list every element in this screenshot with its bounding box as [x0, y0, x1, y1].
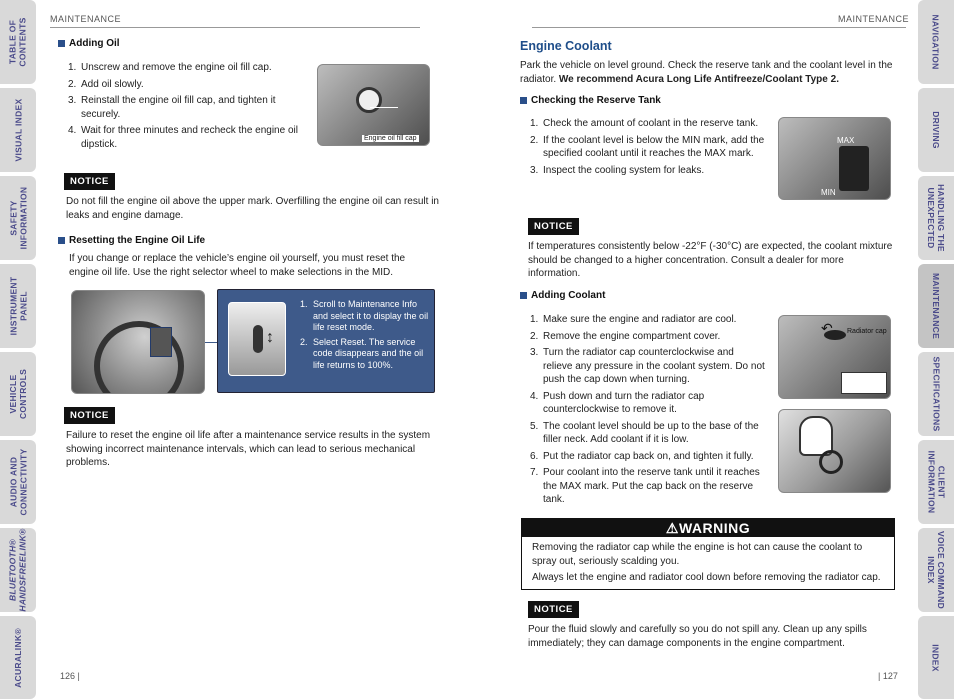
reserve-tank-image [778, 117, 891, 200]
notice-text: Do not fill the engine oil above the upper mark. Overfilling the engine oil can result in leaks and engine damage. [66, 196, 439, 221]
page-header: MAINTENANCE [838, 14, 910, 24]
notice-badge: NOTICE [64, 173, 115, 190]
warning-box [521, 518, 895, 590]
tab-audio-connectivity[interactable]: AUDIO AND CONNECTIVITY [0, 440, 36, 524]
scroll-arrows-icon: ↕ [266, 329, 274, 346]
image-caption: Radiator cap [847, 328, 887, 335]
tab-bluetooth-handsfreelink[interactable]: BLUETOOTH® HANDSFREELINK® [0, 528, 36, 612]
list-item: 1. Check the amount of coolant in the reserve tank. [530, 118, 759, 129]
tab-table-of-contents[interactable]: TABLE OF CONTENTS [0, 0, 36, 84]
list-item: 3. Inspect the cooling system for leaks. [530, 164, 705, 176]
list-item: 1. Unscrew and remove the engine oil fill cap. [68, 62, 272, 73]
cap-detail-inset [841, 372, 887, 394]
list-item: 4. Wait for three minutes and recheck the engine oil dipstick. [68, 125, 298, 150]
notice-badge: NOTICE [528, 601, 579, 618]
resetting-intro: If you change or replace the vehicle’s engine oil yourself, you must reset the engine oil life. Use the right selector wheel to make selections in the MID. [69, 253, 406, 278]
page-number: 126 | [60, 671, 80, 681]
min-label: MIN [821, 188, 836, 197]
filler-neck-icon [819, 450, 843, 474]
tab-vehicle-controls[interactable]: VEHICLE CONTROLS [0, 352, 36, 436]
page-header: MAINTENANCE [50, 14, 122, 24]
tab-visual-index[interactable]: VISUAL INDEX [0, 88, 36, 172]
rotate-arrow-icon: ↶ [821, 320, 833, 336]
tab-acuralink[interactable]: ACURALINK® [0, 616, 36, 699]
notice-badge: NOTICE [528, 218, 579, 235]
tab-index[interactable]: INDEX [918, 616, 954, 699]
list-item: 1. Make sure the engine and radiator are cool. [530, 314, 737, 325]
oil-cap-icon [356, 87, 382, 113]
radiator-cap-image [778, 315, 891, 399]
adding-coolant-steps [530, 313, 766, 510]
tab-driving[interactable]: DRIVING [918, 88, 954, 172]
callout-line [370, 107, 398, 108]
coolant-intro: Park the vehicle on level ground. Check the reserve tank and the coolant level in the radiator. We recommend Acura Long Life Antifreeze/Coolant Type 2. [520, 60, 893, 85]
selector-wheel-image [228, 302, 286, 376]
tab-handling-unexpected[interactable]: HANDLING THE UNEXPECTED [918, 176, 954, 260]
adding-coolant-heading: Adding Coolant [520, 290, 605, 301]
tab-voice-command-index[interactable]: VOICE COMMAND INDEX [918, 528, 954, 612]
list-item: 3. Turn the radiator cap counterclockwise and relieve any pressure in the coolant system. Do not push the cap down when turning. [530, 347, 765, 385]
tab-client-information[interactable]: CLIENT INFORMATION [918, 440, 954, 524]
checking-steps [530, 117, 765, 180]
reserve-tank-icon [839, 146, 869, 191]
selector-wheel-highlight [150, 327, 172, 357]
warning-header: ⚠WARNING [522, 519, 894, 537]
notice-text: Failure to reset the engine oil life after a maintenance service results in the system showing incorrect maintenance intervals, which can lead to serious mechanical problems. [66, 430, 431, 468]
page-number: | 127 [878, 671, 898, 681]
notice-text: If temperatures consistently below -22°F (-30°C) are expected, the coolant mixture should be changed to a higher concentration. Consult a dealer for more information. [528, 241, 893, 279]
list-item: 6. Put the radiator cap back on, and tighten it fully. [530, 450, 754, 462]
warning-text: Removing the radiator cap while the engine is hot can cause the coolant to spray out, seriously scalding you. [532, 542, 863, 567]
list-item: 3. Reinstall the engine oil fill cap, and tighten it securely. [68, 95, 276, 120]
warning-body [522, 537, 894, 589]
selector-steps [300, 299, 430, 374]
header-rule [50, 27, 420, 28]
notice-text: Pour the fluid slowly and carefully so you do not spill any. Clean up any spills immediately; they can damage components in the engine compartment. [528, 624, 867, 649]
list-item: 7. Pour coolant into the reserve tank until it reaches the MAX mark. Put the cap back on the reserve tank. [530, 467, 760, 505]
list-item: 5. The coolant level should be up to the base of the filler neck. Add coolant if it is low. [530, 420, 759, 445]
resetting-oil-life-heading: Resetting the Engine Oil Life [58, 235, 205, 246]
selector-instructions-panel [217, 289, 435, 393]
tab-instrument-panel[interactable]: INSTRUMENT PANEL [0, 264, 36, 348]
header-rule [532, 27, 906, 28]
tab-specifications[interactable]: SPECIFICATIONS [918, 352, 954, 436]
checking-reserve-tank-heading: Checking the Reserve Tank [520, 95, 661, 106]
list-item: 4. Push down and turn the radiator cap counterclockwise to remove it. [530, 390, 705, 415]
engine-oil-fill-cap-image [317, 64, 430, 146]
tab-maintenance[interactable]: MAINTENANCE [918, 264, 954, 348]
list-item: 2. Select Reset. The service code disappears and the oil life returns to 100%. [300, 336, 424, 370]
notice-badge: NOTICE [64, 407, 115, 424]
tab-navigation[interactable]: NAVIGATION [918, 0, 954, 84]
adding-oil-steps [68, 61, 298, 154]
warning-text: Always let the engine and radiator cool down before removing the radiator cap. [532, 572, 881, 583]
list-item: 2. Remove the engine compartment cover. [530, 330, 721, 342]
filler-neck-image [778, 409, 891, 493]
list-item: 2. Add oil slowly. [68, 78, 144, 90]
page-title: Engine Coolant [520, 39, 612, 53]
list-item: 2. If the coolant level is below the MIN mark, add the specified coolant until it reaches the MAX mark. [530, 134, 765, 159]
adding-oil-heading: Adding Oil [58, 38, 120, 49]
selector-wheel-icon [253, 325, 263, 353]
list-item: 1. Scroll to Maintenance Info and select it to display the oil life reset mode. [300, 299, 429, 332]
image-caption: Engine oil fill cap [364, 135, 417, 142]
steering-wheel-image [71, 290, 205, 394]
tab-safety-information[interactable]: SAFETY INFORMATION [0, 176, 36, 260]
max-label: MAX [837, 136, 855, 145]
